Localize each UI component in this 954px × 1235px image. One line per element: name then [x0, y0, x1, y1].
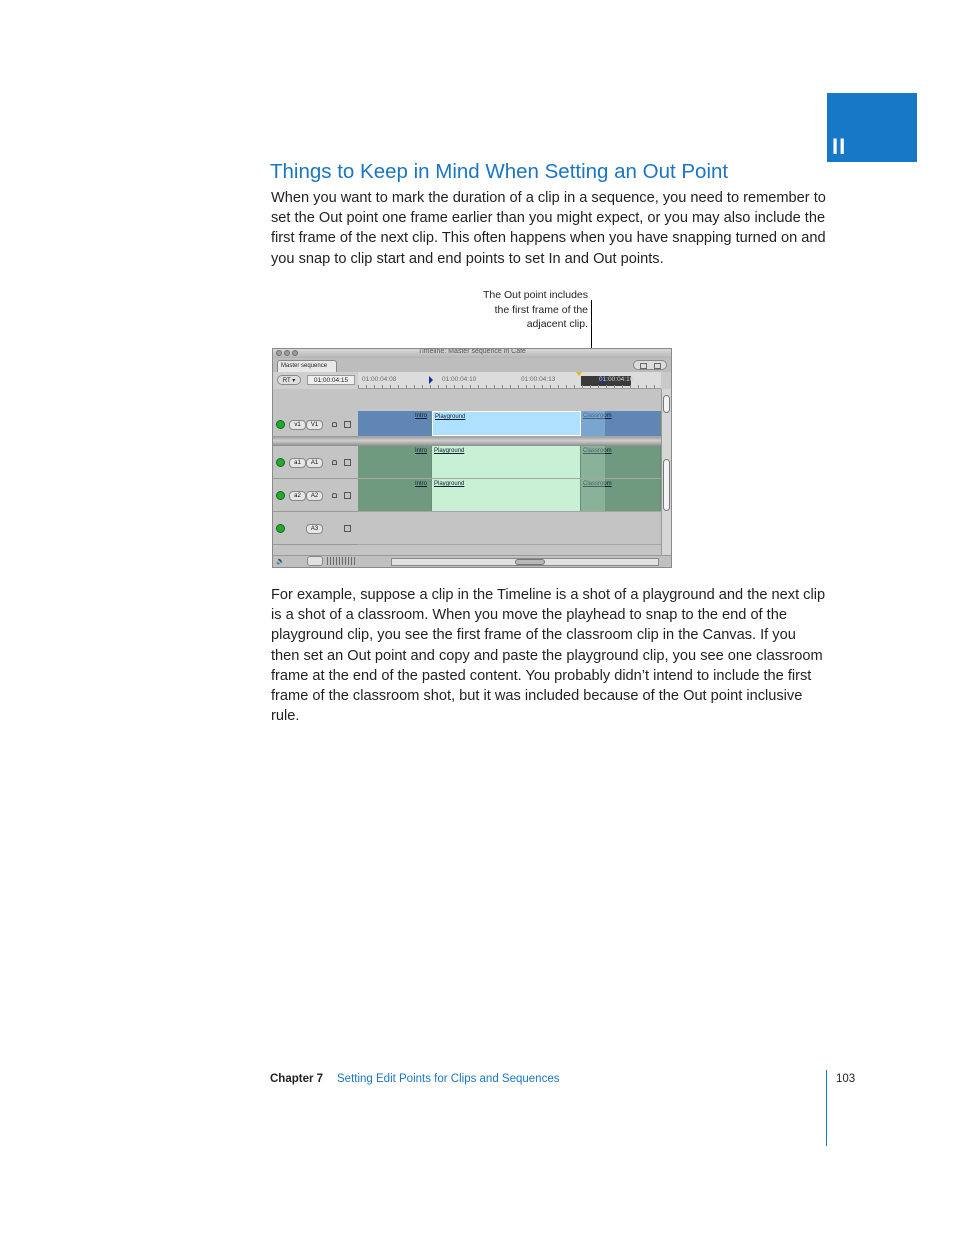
clip-intro[interactable]	[358, 479, 432, 511]
clip-label: Classroom	[583, 448, 612, 454]
clip-playground-selected[interactable]	[432, 479, 581, 511]
clip-label: Playground	[434, 481, 465, 487]
footer-chapter-label: Chapter 7	[270, 1073, 324, 1085]
clip-label: Classroom	[583, 481, 612, 487]
pen-tool-icon[interactable]	[307, 556, 323, 566]
auto-select-icon[interactable]	[344, 525, 351, 532]
ruler-label: 01:00:04:13	[521, 376, 556, 383]
part-tab-label: II	[832, 134, 847, 159]
rt-label: RT	[282, 378, 291, 384]
part-tab	[827, 93, 917, 162]
dest-control-a3[interactable]: A3	[306, 524, 323, 534]
track-header-a1	[273, 446, 358, 479]
zoom-slider-icon[interactable]	[327, 557, 357, 565]
ruler-label: 01:00:04:16	[599, 376, 634, 383]
clip-label: Playground	[434, 448, 465, 454]
source-control-a1[interactable]: a1	[289, 458, 306, 468]
included-frame-overlay	[581, 479, 605, 511]
track-visibility-icon[interactable]	[276, 420, 285, 429]
clip-intro[interactable]	[358, 446, 432, 478]
time-ruler[interactable]	[358, 372, 661, 389]
callout-line-2: the first frame of the	[494, 303, 588, 316]
clip-label: Playground	[435, 414, 466, 420]
tab-master-sequence[interactable]: Master sequence	[277, 360, 337, 372]
ruler-label: 01:00:04:08	[362, 376, 397, 383]
source-control-v1[interactable]: v1	[289, 420, 306, 430]
track-lane-a3[interactable]	[358, 512, 661, 545]
example-paragraph: For example, suppose a clip in the Timeline is a shot of a playground and the next clip is a shot of a classroom. When you move the playhead to snap to the end of the playground clip, you see the first frame of the classroom clip in the Canvas. If you then set an Out point and copy and paste the playground clip, you see one classroom frame at the end of the pasted content. You probably didn’t intend to include the first frame of the classroom shot, but it was included because of the Out point inclusive rule.	[271, 587, 826, 725]
track-header-v1	[273, 389, 358, 437]
footer-divider	[826, 1070, 827, 1146]
video-audio-separator[interactable]	[273, 437, 661, 446]
current-timecode-field[interactable]: 01:00:04:15	[307, 375, 355, 385]
horizontal-scroll-thumb[interactable]	[515, 559, 545, 565]
audio-enable-icon[interactable]	[276, 524, 285, 533]
timeline-window-title: Timeline: Master sequence in Cafe	[418, 348, 526, 355]
empty-track-area	[273, 545, 661, 555]
clip-playground-selected[interactable]	[432, 411, 581, 436]
clip-label: Intro	[415, 448, 428, 454]
auto-select-icon[interactable]	[344, 421, 351, 428]
page-number: 103	[836, 1073, 856, 1085]
auto-select-icon[interactable]	[344, 459, 351, 466]
video-scroll-thumb[interactable]	[663, 395, 670, 413]
timeline-window	[272, 348, 672, 568]
audio-scroll-thumb[interactable]	[663, 459, 670, 511]
audio-enable-icon[interactable]	[276, 458, 285, 467]
clip-label: Intro	[415, 413, 428, 419]
volume-icon[interactable]: 🔈	[276, 558, 285, 565]
track-lane-a1[interactable]	[358, 446, 661, 479]
track-height-toggle[interactable]	[633, 360, 667, 370]
section-heading: Things to Keep in Mind When Setting an Out Point	[270, 160, 729, 183]
clip-label: Intro	[415, 481, 428, 487]
rt-menu-button[interactable]: RT ▾	[277, 375, 301, 385]
timeline-tab-bar	[273, 358, 671, 372]
dest-control-a2[interactable]: A2	[306, 491, 323, 501]
lock-icon[interactable]	[332, 422, 337, 427]
clip-keyframe-icon	[654, 363, 661, 369]
dest-control-a1[interactable]: A1	[306, 458, 323, 468]
timeline-titlebar	[273, 349, 671, 358]
audio-enable-icon[interactable]	[276, 491, 285, 500]
track-lane-a2[interactable]	[358, 479, 661, 512]
dest-control-v1[interactable]: V1	[306, 420, 323, 430]
lock-icon[interactable]	[332, 493, 337, 498]
callout-line-3: adjacent clip.	[526, 318, 588, 330]
callout-line-1: The Out point includes	[482, 289, 588, 301]
clip-playground-selected[interactable]	[432, 446, 581, 478]
track-header-a3	[273, 512, 358, 545]
in-point-marker[interactable]	[429, 376, 433, 384]
included-frame-overlay	[581, 446, 605, 478]
horizontal-scrollbar[interactable]	[391, 558, 659, 566]
ruler-label: 01:00:04:10	[442, 376, 477, 383]
timeline-bottom-bar	[273, 555, 671, 567]
intro-paragraph: When you want to mark the duration of a clip in a sequence, you need to remember to set the Out point one frame earlier than you might expect, or you may also include the first frame of the next clip. This often happens when you have snapping turned on and you snap to clip start and end points to set In and Out points.	[271, 190, 826, 267]
auto-select-icon[interactable]	[344, 492, 351, 499]
clip-intro[interactable]	[358, 411, 432, 436]
clip-overlay-icon	[640, 363, 647, 369]
track-header-a2	[273, 479, 358, 512]
lock-icon[interactable]	[332, 460, 337, 465]
source-control-a2[interactable]: a2	[289, 491, 306, 501]
figure-callout	[440, 288, 588, 332]
ruler-ticks	[358, 385, 661, 388]
timeline-controls	[273, 372, 358, 389]
included-frame-overlay	[581, 411, 605, 436]
footer-chapter-title: Setting Edit Points for Clips and Sequences	[337, 1073, 560, 1085]
track-lane-v1[interactable]	[358, 389, 661, 437]
vertical-scrollbar[interactable]	[661, 389, 671, 555]
clip-label: Classroom	[583, 413, 612, 419]
